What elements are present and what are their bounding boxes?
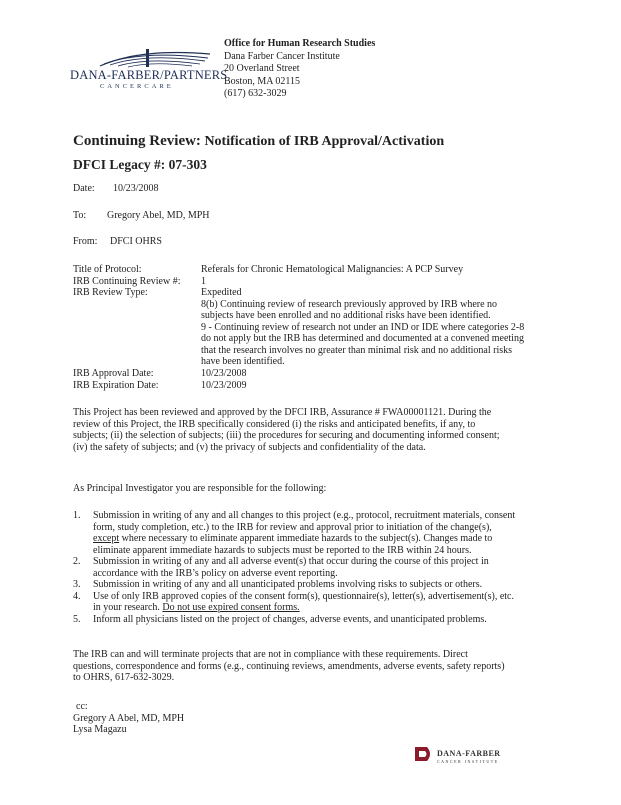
list-line — [93, 602, 563, 614]
city: Boston, MA 02115 — [224, 75, 301, 87]
list-item — [73, 556, 563, 579]
dfci-logo-icon — [413, 745, 435, 763]
list-line: Inform all physicians listed on the project of changes, adverse events, and unanticipated problems. — [93, 613, 487, 625]
list-line-rest: where necessary to eliminate apparent immediate hazards to the subject(s). Changes made to — [119, 533, 493, 544]
list-line: Submission in writing of any and all adverse event(s) that occur during the course of this project in — [93, 556, 489, 567]
continuing-review-value: 1 — [201, 275, 206, 287]
protocol-title-label: Title of Protocol: — [73, 264, 142, 275]
protocol-title-value: Referals for Chronic Hematological Malignancies: A PCP Survey — [201, 264, 464, 275]
office-name: Office for Human Research Studies — [224, 38, 376, 49]
list-line: Submission in writing of any and all changes to this project (e.g., protocol, recruitment materials, consent — [93, 510, 516, 521]
address-block — [224, 38, 375, 101]
paragraph-line: This Project has been reviewed and approved by the DFCI IRB, Assurance # FWA00001121. During the — [73, 407, 492, 418]
list-number: 5. — [73, 613, 81, 625]
paragraph-line: questions, correspondence and forms (e.g., continuing reviews, amendments, adverse events, safety reports) — [73, 660, 505, 672]
footer-logo-name: DANA-FARBER — [437, 749, 501, 758]
review-type-line: 8(b) Continuing review of research previously approved by IRB where no — [201, 298, 498, 310]
list-line: Use of only IRB approved copies of the consent form(s), questionnaire(s), letter(s), advertisement(s), etc. — [93, 590, 514, 602]
review-type-line: do not apply but the IRB has determined and documented at a convened meeting — [201, 333, 524, 344]
cc-label: cc: — [76, 701, 88, 712]
list-number: 2. — [73, 556, 81, 567]
date-label: Date: — [73, 183, 95, 194]
to-value: Gregory Abel, MD, MPH — [107, 210, 210, 221]
list-number: 1. — [73, 510, 81, 521]
responsibilities-intro: As Principal Investigator you are responsible for the following: — [73, 483, 327, 494]
cc-name: Lysa Magazu — [73, 724, 127, 735]
from-label: From: — [73, 236, 98, 247]
list-number: 4. — [73, 590, 81, 602]
review-type-line: subjects have been enrolled and no additional risks have been identified. — [201, 310, 491, 321]
continuing-review-label: IRB Continuing Review #: — [73, 275, 181, 287]
to-label: To: — [73, 210, 87, 221]
list-item — [73, 510, 563, 556]
cc-name: Gregory A Abel, MD, MPH — [73, 712, 185, 724]
list-line: Submission in writing of any and all unanticipated problems involving risks to subjects or others. — [93, 579, 483, 590]
review-type-value — [201, 287, 541, 368]
list-line: accordance with the IRB’s policy on adverse event reporting. — [93, 567, 338, 579]
review-type-line: 9 - Continuing review of research not under an IND or IDE where categories 2-8 — [201, 321, 525, 333]
title-main: Continuing Review: — [73, 133, 201, 149]
logo-name: DANA-FARBER/PARTNERS — [70, 68, 228, 82]
expired-forms-warning: Do not use expired consent forms. — [162, 602, 300, 613]
responsibilities-list — [73, 510, 563, 625]
list-number: 3. — [73, 579, 81, 590]
institute-name: Dana Farber Cancer Institute — [224, 50, 340, 62]
list-item — [73, 591, 563, 614]
expiration-date-label: IRB Expiration Date: — [73, 379, 159, 391]
paragraph-line: The IRB can and will terminate projects that are not in compliance with these requirements. Direct — [73, 649, 468, 660]
street: 20 Overland Street — [224, 63, 300, 74]
approval-date-value: 10/23/2008 — [201, 368, 247, 379]
approval-date-label: IRB Approval Date: — [73, 368, 154, 379]
except-text: except — [93, 533, 120, 544]
review-type: Expedited — [201, 287, 242, 298]
from-value: DFCI OHRS — [110, 236, 162, 247]
legacy-number: DFCI Legacy #: 07-303 — [73, 157, 207, 172]
page-title — [73, 133, 444, 150]
phone: (617) 632-3029 — [224, 88, 287, 99]
expiration-date-value: 10/23/2009 — [201, 379, 247, 391]
list-item — [73, 579, 563, 591]
review-type-line: that the research involves no greater than minimal risk and no additional risks — [201, 344, 513, 356]
review-type-label: IRB Review Type: — [73, 287, 148, 298]
paragraph-line: to OHRS, 617-632-3029. — [73, 672, 175, 683]
paragraph-line: subjects; (ii) the selection of subjects; (iii) the procedures for securing and documenting informed consent; — [73, 430, 500, 441]
approval-paragraph — [73, 407, 549, 453]
flag-icon — [70, 46, 215, 68]
title-sub: Notification of IRB Approval/Activation — [200, 134, 445, 149]
paragraph-line: review of this Project, the IRB specifically considered (i) the risks and anticipated benefits, if any, to — [73, 418, 476, 430]
paragraph-line: (iv) the safety of subjects; and (v) the privacy of subjects and confidentiality of the data. — [73, 441, 426, 453]
list-item — [73, 614, 563, 626]
logo-subtitle: CANCERCARE — [100, 83, 174, 90]
termination-paragraph — [73, 649, 549, 684]
list-line-start: in your research. — [93, 602, 163, 613]
date-value: 10/23/2008 — [113, 183, 159, 194]
footer-logo-sub: CANCER INSTITUTE — [437, 759, 499, 764]
review-type-line: have been identified. — [201, 356, 285, 367]
list-line: form, study completion, etc.) to the IRB for review and approval prior to initiation of the change(s), — [93, 521, 492, 533]
list-line — [93, 533, 563, 545]
list-line: eliminate apparent immediate hazards to subjects must be reported to the IRB within 24 hours. — [93, 544, 472, 556]
